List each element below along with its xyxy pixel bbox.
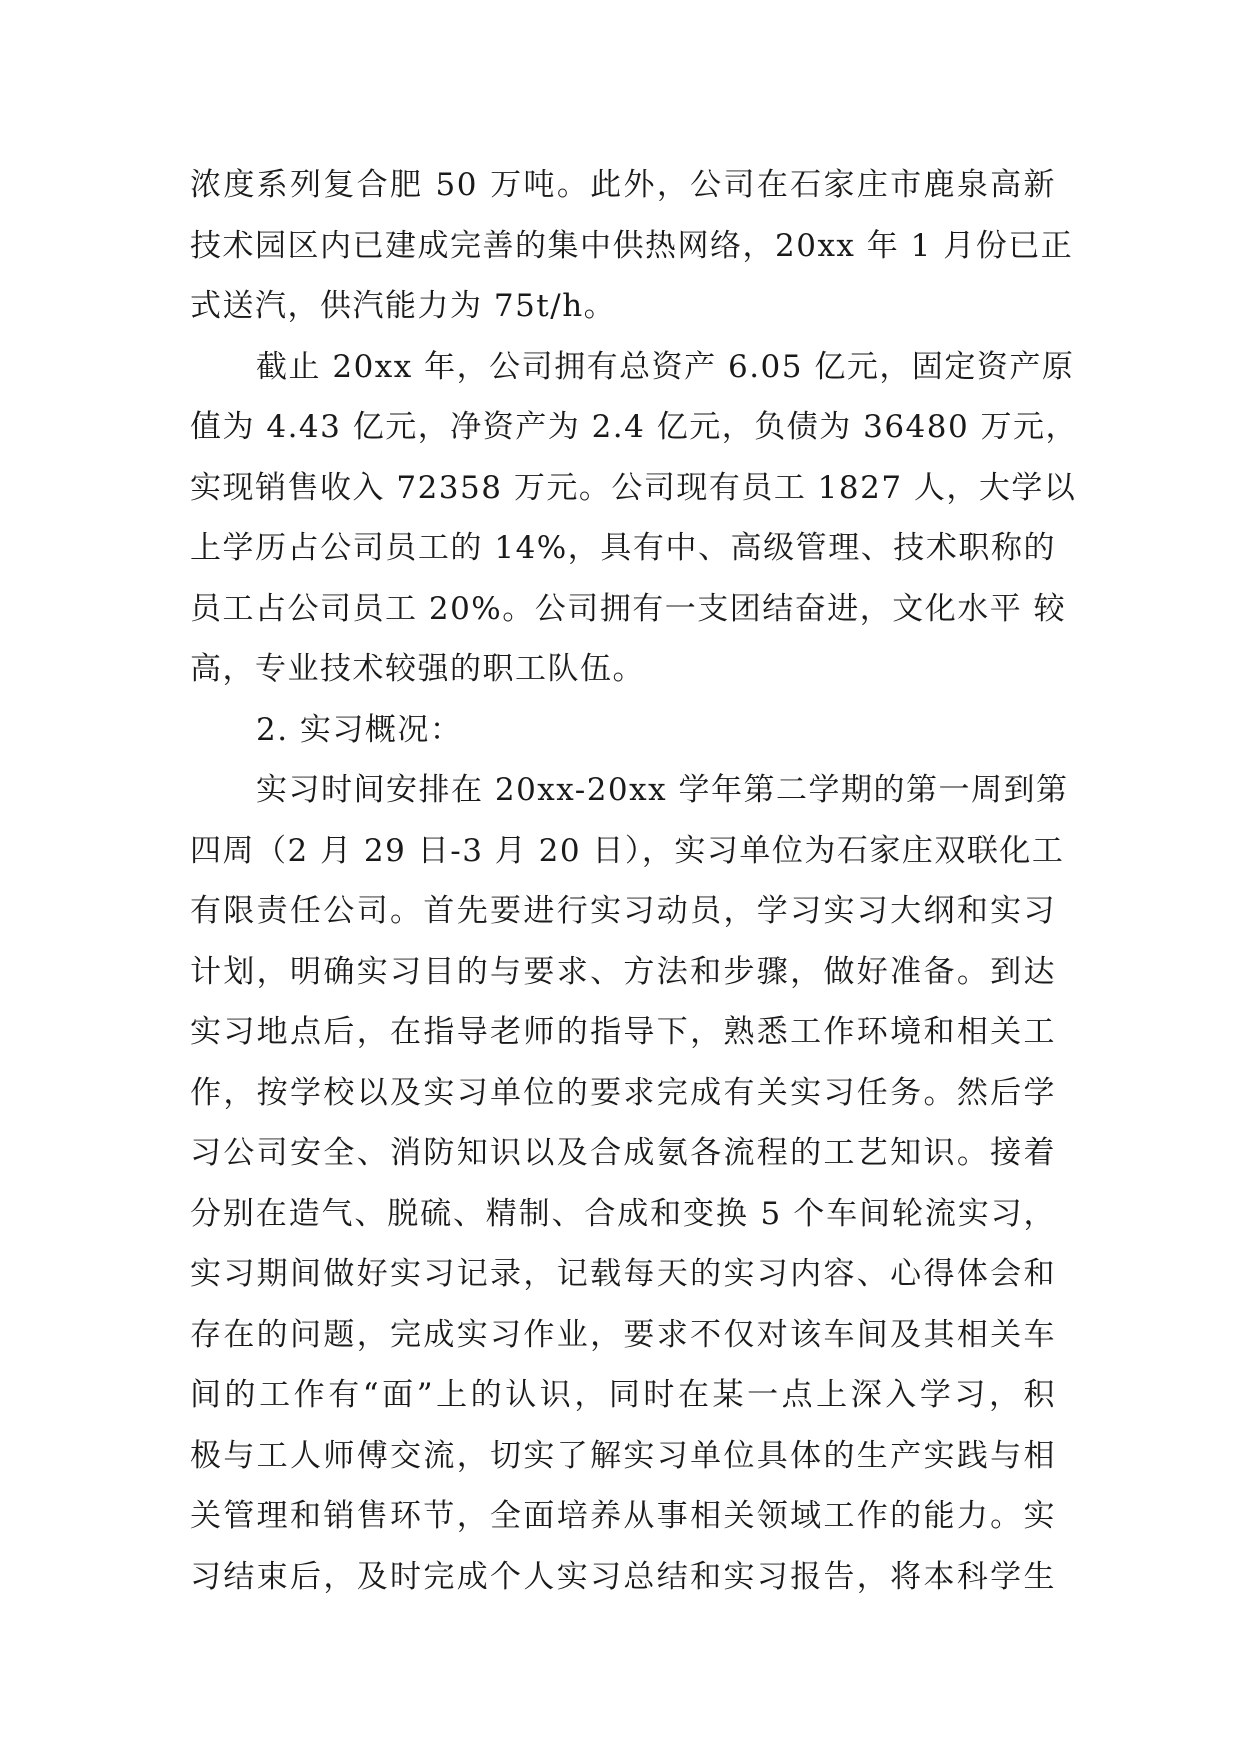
text-line: 间的工作有“面”上的认识，同时在某一点上深入学习，积 xyxy=(190,1377,1056,1413)
text-line: 员工占公司员工 20%。公司拥有一支团结奋进，文化水平 较 xyxy=(190,590,1067,627)
text-line: 高，专业技术较强的职工队伍。 xyxy=(190,651,645,687)
text-line: 极与工人师傅交流，切实了解实习单位具体的生产实践与相 xyxy=(190,1437,1056,1474)
text-line: 浓度系列复合肥 50 万吨。此外，公司在石家庄市鹿泉高新 xyxy=(190,167,1056,203)
text-line: 技术园区内已建成完善的集中供热网络，20xx 年 1 月份已正 xyxy=(190,227,1074,264)
text-line: 实习地点后，在指导老师的指导下，熟悉工作环境和相关工 xyxy=(190,1014,1056,1050)
heading-text: 2. 实习概况： xyxy=(256,711,463,748)
text-line: 分别在造气、脱硫、精制、合成和变换 5 个车间轮流实习， xyxy=(190,1195,1056,1232)
text-line: 关管理和销售环节，全面培养从事相关领域工作的能力。实 xyxy=(190,1498,1056,1534)
text-line: 有限责任公司。首先要进行实习动员，学习实习大纲和实习 xyxy=(190,893,1056,929)
text-line: 作，按学校以及实习单位的要求完成有关实习任务。然后学 xyxy=(190,1074,1056,1111)
text-line: 实习期间做好实习记录，记载每天的实习内容、心得体会和 xyxy=(190,1256,1056,1292)
paragraph-capacity xyxy=(190,155,1074,337)
paragraph-assets xyxy=(190,337,1079,700)
text-line: 实现销售收入 72358 万元。公司现有员工 1827 人，大学以 xyxy=(190,469,1077,506)
body-text xyxy=(190,155,1079,1607)
text-line: 上学历占公司员工的 14%，具有中、高级管理、技术职称的 xyxy=(190,530,1056,566)
paragraph-internship xyxy=(190,760,1069,1607)
text-line: 存在的问题，完成实习作业，要求不仅对该车间及其相关车 xyxy=(190,1316,1056,1353)
text-line: 计划，明确实习目的与要求、方法和步骤，做好准备。到达 xyxy=(190,953,1056,990)
section-heading xyxy=(190,700,1056,761)
text-line: 习结束后，及时完成个人实习总结和实习报告，将本科学生 xyxy=(190,1558,1056,1595)
text-line: 式送汽，供汽能力为 75t/h。 xyxy=(190,288,617,324)
text-line: 四周（2 月 29 日-3 月 20 日），实习单位为石家庄双联化工 xyxy=(190,832,1065,869)
text-line: 截止 20xx 年，公司拥有总资产 6.05 亿元，固定资产原 xyxy=(256,348,1075,385)
text-line: 习公司安全、消防知识以及合成氨各流程的工艺知识。接着 xyxy=(190,1135,1056,1171)
text-line: 值为 4.43 亿元，净资产为 2.4 亿元，负债为 36480 万元， xyxy=(190,409,1079,445)
text-line: 实习时间安排在 20xx-20xx 学年第二学期的第一周到第 xyxy=(256,772,1069,808)
